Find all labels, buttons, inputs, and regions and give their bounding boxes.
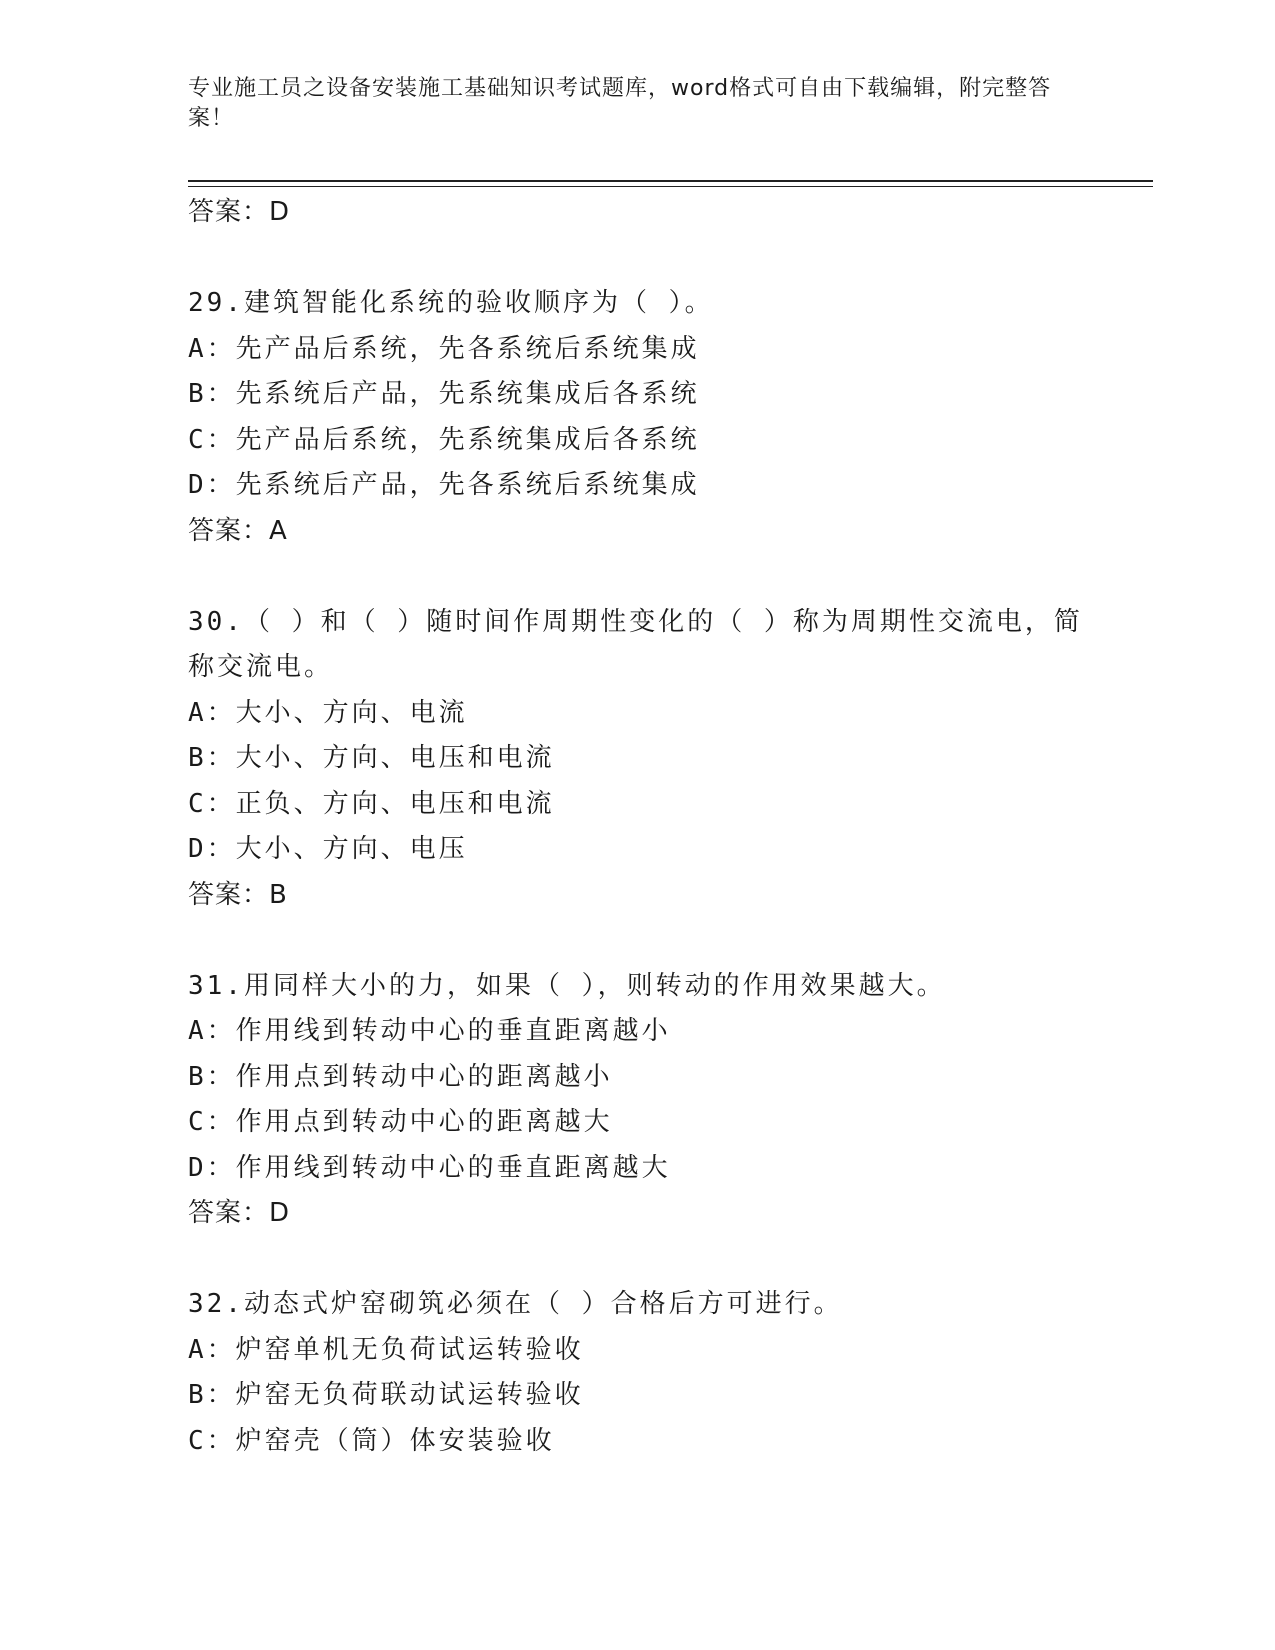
- option-d: D：先系统后产品，先各系统后系统集成: [188, 470, 700, 500]
- spacer: [188, 554, 1088, 600]
- question-31: [188, 964, 1088, 1237]
- spacer: [188, 236, 1088, 282]
- header-rule-thick: [188, 180, 1153, 182]
- option-d: D：大小、方向、电压: [188, 834, 468, 864]
- header-rule-thin: [188, 186, 1153, 187]
- option-b: B：大小、方向、电压和电流: [188, 743, 555, 773]
- option-b: B：先系统后产品，先系统集成后各系统: [188, 379, 700, 409]
- spacer: [188, 1237, 1088, 1283]
- option-a: A：先产品后系统，先各系统后系统集成: [188, 333, 700, 364]
- answer-line: 答案：D: [188, 1198, 291, 1228]
- answer-line: 答案：B: [188, 879, 288, 910]
- option-a: A：大小、方向、电流: [188, 697, 468, 728]
- question-stem: 30.（ ）和（ ）随时间作周期性变化的（ ）称为周期性交流电，简: [188, 606, 1083, 637]
- option-c: C：炉窑壳（筒）体安装验收: [188, 1425, 555, 1456]
- question-29: [188, 281, 1088, 554]
- option-d: D：作用线到转动中心的垂直距离越大: [188, 1152, 671, 1183]
- question-list: [188, 190, 1088, 1464]
- document-header: 专业施工员之设备安装施工基础知识考试题库，word格式可自由下载编辑，附完整答案！: [188, 76, 1052, 131]
- option-c: C：先产品后系统，先系统集成后各系统: [188, 424, 700, 455]
- option-b: B：炉窑无负荷联动试运转验收: [188, 1380, 584, 1410]
- answer-line: 答案：A: [188, 515, 288, 546]
- option-c: C：正负、方向、电压和电流: [188, 788, 555, 819]
- question-stem: 32.动态式炉窑砌筑必须在（ ）合格后方可进行。: [188, 1289, 843, 1319]
- question-stem: 29.建筑智能化系统的验收顺序为（ ）。: [188, 288, 714, 318]
- question-stem: 31.用同样大小的力，如果（ ），则转动的作用效果越大。: [188, 970, 946, 1001]
- option-a: A：作用线到转动中心的垂直距离越小: [188, 1016, 671, 1046]
- option-c: C：作用点到转动中心的距离越大: [188, 1107, 613, 1137]
- question-30: [188, 600, 1088, 919]
- question-32: [188, 1282, 1088, 1464]
- answer-line: 答案：D: [188, 197, 291, 227]
- spacer: [188, 918, 1088, 964]
- option-b: B：作用点到转动中心的距离越小: [188, 1061, 613, 1092]
- option-a: A：炉窑单机无负荷试运转验收: [188, 1334, 584, 1365]
- question-stem-continued: 称交流电。: [188, 652, 334, 682]
